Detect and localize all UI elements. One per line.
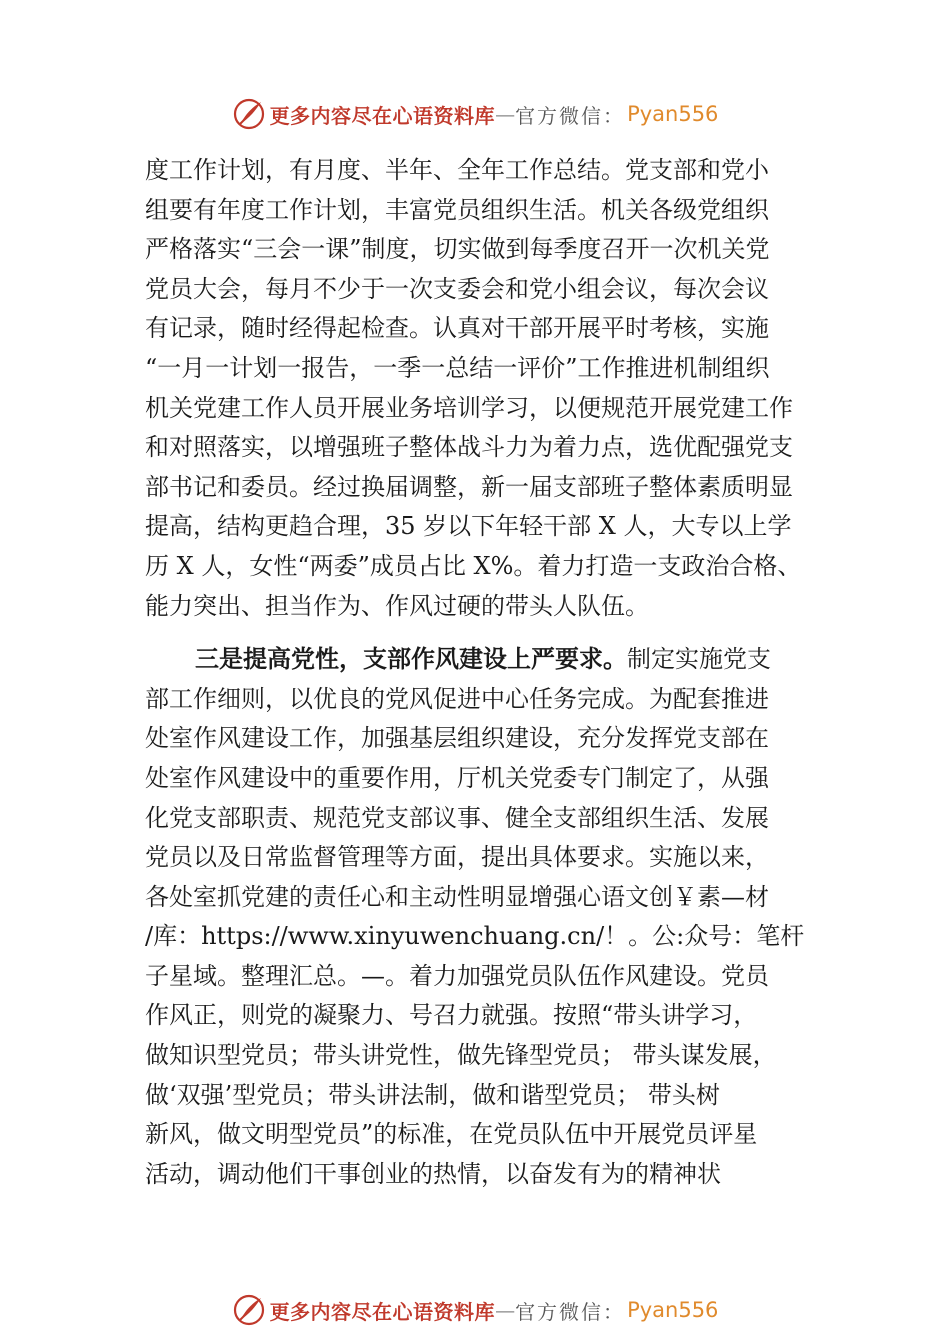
- header-banner: [0, 92, 950, 136]
- text-line: 新风，做文明型党员”的标准，在党员队伍中开展党员评星: [145, 1120, 758, 1149]
- text-line: “一月一计划一报告，一季一总结一评价”工作推进机制组织: [145, 353, 770, 382]
- banner-wechat-id: Pyan556: [627, 102, 719, 126]
- text-line: 处室作风建设中的重要作用，厅机关党委专门制定了，从强: [145, 763, 769, 792]
- text-line: 和对照落实，以增强班子整体战斗力为着力点，选优配强党支: [145, 433, 793, 462]
- quill-pen-logo-icon: [232, 1293, 266, 1327]
- banner-separator: —: [495, 102, 516, 126]
- text-line: 做知识型党员；带头讲党性，做先锋型党员； 带头谋发展，: [145, 1041, 777, 1070]
- section-heading: 三是提高党性，支部作风建设上严要求。: [195, 645, 627, 674]
- text-line: 能力突出、担当作为、作风过硬的带头人队伍。: [145, 591, 649, 620]
- paragraph-1: [145, 151, 845, 626]
- banner-separator: —: [495, 1298, 516, 1322]
- text-line: 活动，调动他们干事创业的热情，以奋发有为的精神状: [145, 1159, 721, 1188]
- banner-slogan: 更多内容尽在心语资料库: [269, 1299, 496, 1324]
- document-body: [145, 151, 845, 1194]
- quill-pen-logo-icon: [232, 97, 266, 131]
- banner-wechat-label: 官方微信：: [515, 1299, 626, 1324]
- text-line: 历 X 人，女性“两委”成员占比 X%。着力打造一支政治合格、: [145, 551, 802, 580]
- text-line: 部工作细则，以优良的党风促进中心任务完成。为配套推进: [145, 684, 769, 713]
- text-line: /库：https://www.xinyuwenchuang.cn/！。公:众号：笔杆: [145, 922, 805, 951]
- text-line: 做‘双强’型党员；带头讲法制，做和谐型党员； 带头树: [145, 1080, 720, 1109]
- banner-wechat-label: 官方微信：: [515, 103, 626, 128]
- text-line: 机关党建工作人员开展业务培训学习，以便规范开展党建工作: [145, 393, 793, 422]
- text-line: 部书记和委员。经过换届调整，新一届支部班子整体素质明显: [145, 472, 793, 501]
- text-line: 子星域。整理汇总。—。着力加强党员队伍作风建设。党员: [145, 961, 769, 990]
- text-line: 严格落实“三会一课”制度，切实做到每季度召开一次机关党: [145, 235, 770, 264]
- footer-banner: [0, 1288, 950, 1332]
- text-line: 提高，结构更趋合理，35 岁以下年轻干部 X 人，大专以上学: [145, 512, 792, 541]
- text-line: 党员以及日常监督管理等方面，提出具体要求。实施以来，: [145, 843, 769, 872]
- text-line: 党员大会，每月不少于一次支委会和党小组会议，每次会议: [145, 274, 769, 303]
- paragraph-2: [145, 640, 845, 1194]
- text-line: 作风正，则党的凝聚力、号召力就强。按照“带头讲学习，: [145, 1001, 758, 1030]
- text-run: 制定实施党支: [627, 645, 771, 674]
- text-line: 各处室抓党建的责任心和主动性明显增强心语文创￥素—材: [145, 882, 769, 911]
- text-line: 处室作风建设工作，加强基层组织建设，充分发挥党支部在: [145, 724, 769, 753]
- paragraph-2-first-line: [145, 640, 845, 680]
- text-line: 度工作计划，有月度、半年、全年工作总结。党支部和党小: [145, 156, 769, 184]
- text-line: 化党支部职责、规范党支部议事、健全支部组织生活、发展: [145, 803, 769, 832]
- text-line: 组要有年度工作计划，丰富党员组织生活。机关各级党组织: [145, 195, 769, 224]
- banner-wechat-id: Pyan556: [627, 1298, 719, 1322]
- text-line: 有记录，随时经得起检查。认真对干部开展平时考核，实施: [145, 314, 769, 343]
- banner-slogan: 更多内容尽在心语资料库: [269, 103, 496, 128]
